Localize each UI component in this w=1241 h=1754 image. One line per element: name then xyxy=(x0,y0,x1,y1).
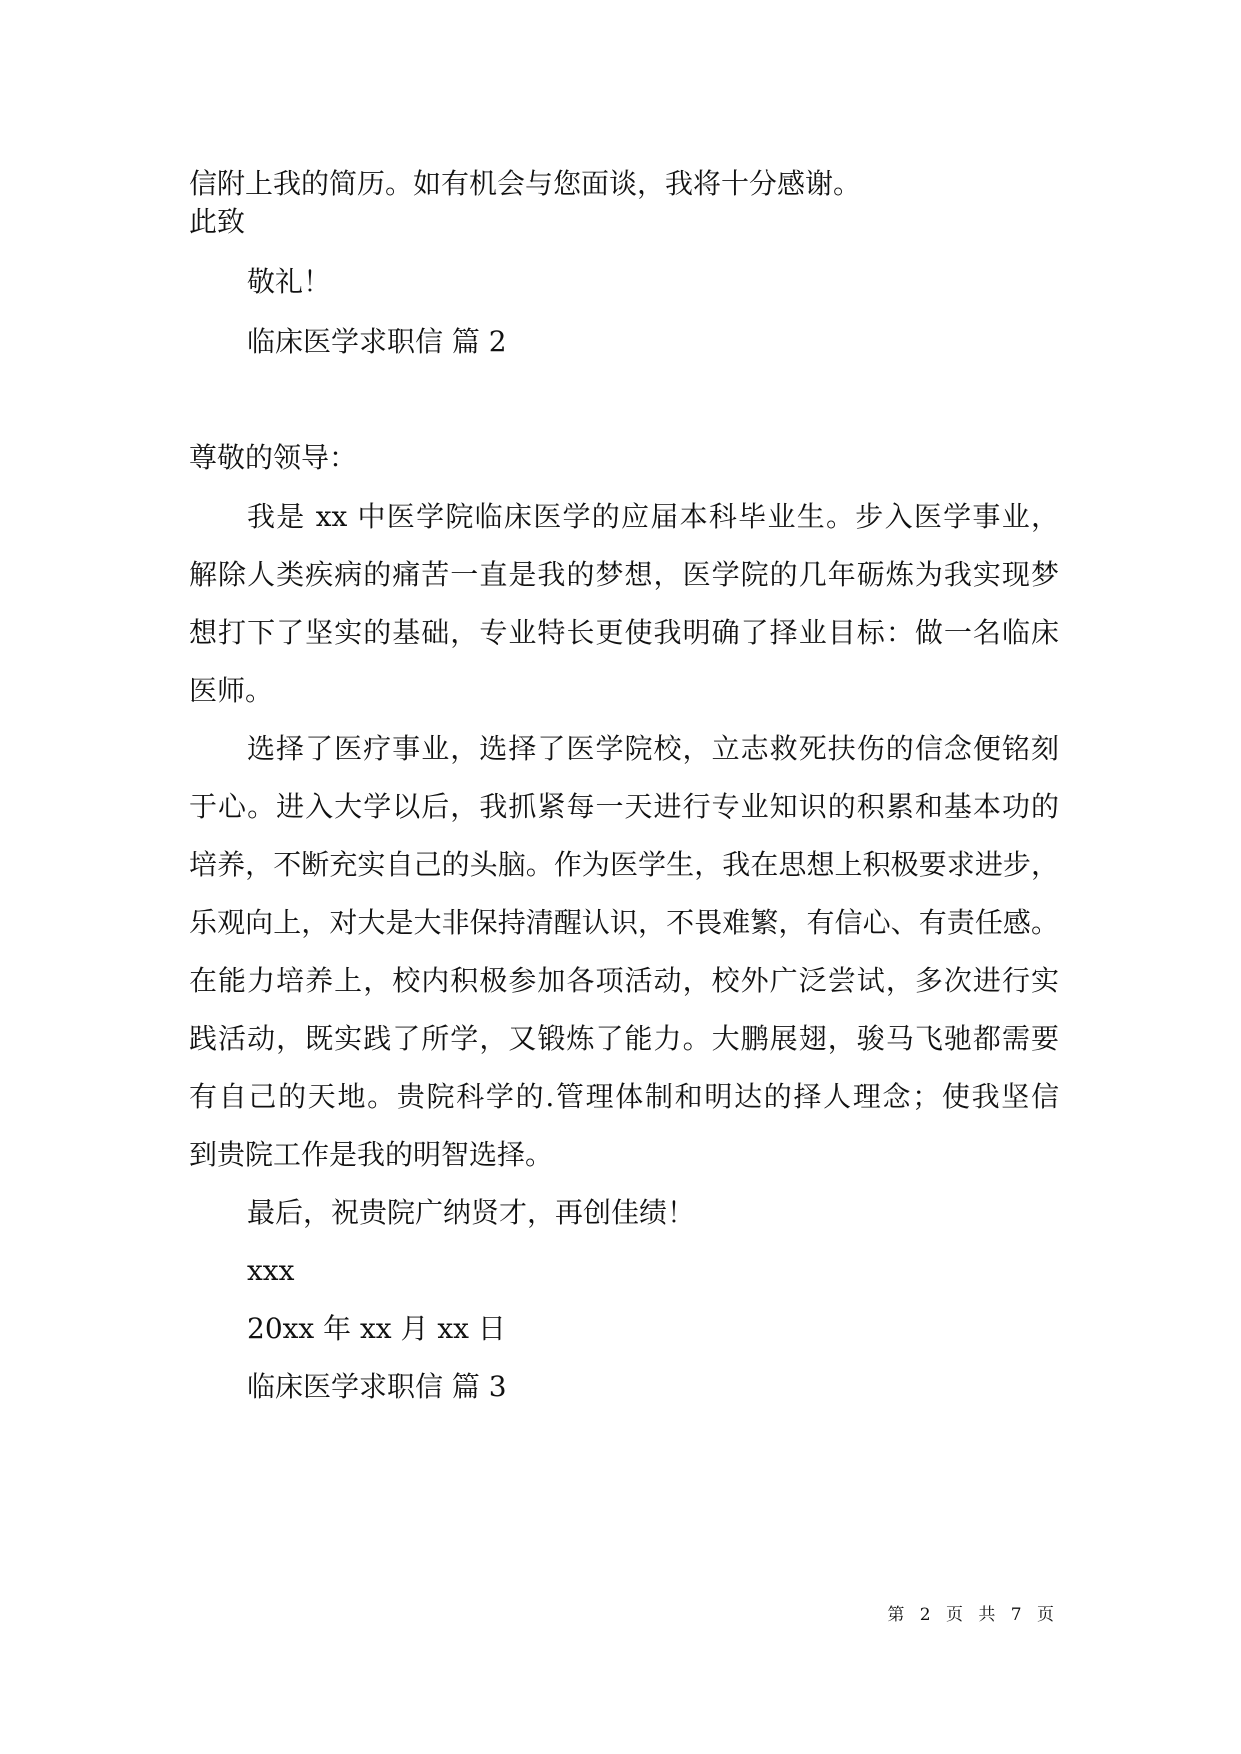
paragraph-line: 解除人类疾病的痛苦一直是我的梦想，医学院的几年砺炼为我实现梦 xyxy=(189,558,1059,591)
paragraph-line: 医师。 xyxy=(189,674,274,707)
text-line-regards: 敬礼！ xyxy=(247,265,332,298)
paragraph-line: 选择了医疗事业，选择了医学院校，立志救死扶伤的信念便铭刻 xyxy=(247,732,1059,765)
letter-greeting: 尊敬的领导： xyxy=(189,441,358,474)
paragraph-line: 践活动，既实践了所学，又锻炼了能力。大鹏展翅，骏马飞驰都需要 xyxy=(189,1022,1059,1055)
paragraph-line: 培养，不断充实自己的头脑。作为医学生，我在思想上积极要求进步， xyxy=(189,848,1059,881)
paragraph-line: 到贵院工作是我的明智选择。 xyxy=(189,1138,554,1171)
section-heading-2: 临床医学求职信 篇 2 xyxy=(247,325,507,358)
text-line-salutation-close: 此致 xyxy=(189,205,246,238)
text-line-closing-sentence: 信附上我的简历。如有机会与您面谈，我将十分感谢。 xyxy=(189,167,862,200)
page-number-footer: 第 2 页 共 7 页 xyxy=(887,1605,1059,1625)
signature-name: xxx xyxy=(247,1254,295,1287)
paragraph-line: 我是 xx 中医学院临床医学的应届本科毕业生。步入医学事业， xyxy=(247,500,1059,533)
paragraph-line: 想打下了坚实的基础，专业特长更使我明确了择业目标：做一名临床 xyxy=(189,616,1059,649)
paragraph-line: 乐观向上，对大是大非保持清醒认识，不畏难繁，有信心、有责任感。 xyxy=(189,906,1059,939)
paragraph-line: 有自己的天地。贵院科学的.管理体制和明达的择人理念；使我坚信 xyxy=(189,1080,1059,1113)
paragraph-line: 于心。进入大学以后，我抓紧每一天进行专业知识的积累和基本功的 xyxy=(189,790,1059,823)
paragraph-line: 在能力培养上，校内积极参加各项活动，校外广泛尝试，多次进行实 xyxy=(189,964,1059,997)
section-heading-3: 临床医学求职信 篇 3 xyxy=(247,1370,507,1403)
signature-date: 20xx 年 xx 月 xx 日 xyxy=(247,1312,506,1345)
closing-wish: 最后，祝贵院广纳贤才，再创佳绩！ xyxy=(247,1196,696,1229)
